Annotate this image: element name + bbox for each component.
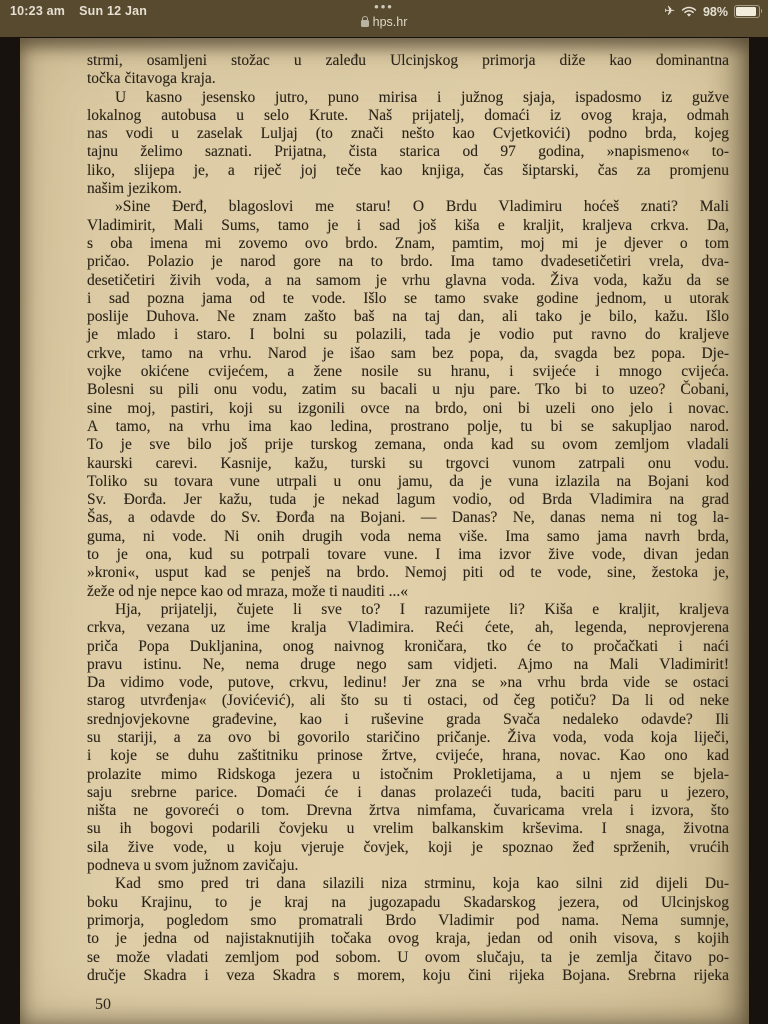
text-line: to je jedna od najistaknutijih točaka ovog kraja, jedan od onih visova, s kojih	[87, 930, 729, 948]
text-line: »Sine Đerđ, blagoslovi me staru! O Brdu Vladimiru hoćeš znati? Mali	[115, 198, 729, 216]
text-line: liko, slijepa je, a riječ joj teče kao knjiga, čas šiptarski, čas za promjenu	[87, 161, 729, 179]
battery-fill	[736, 7, 756, 16]
text-line: i koje se duhu zaštitniku prinose žrtve, cvijeće, hrana, novac. Kao ono kad	[87, 747, 729, 765]
text-line: priča Popa Dukljanina, onog naivnog kroničara, tko će to pročačkati i naći	[87, 637, 729, 655]
text-line: To je sve bilo još prije turskog zemana, onda kad su ovom zemljom vladali	[87, 436, 729, 454]
text-line: je mlado i staro. I bolni su polazili, tada je vodio put ravno do kraljeve	[87, 326, 729, 344]
text-line: boku Krajinu, to je kraj na jugozapadu Skadarskog jezera, od Ulcinjskog	[87, 893, 729, 911]
text-line: Šas, a odavde do Sv. Đorđa na Bojani. — Danas? Ne, danas nema ni tog la-	[87, 509, 729, 527]
text-line: nas vodi u zaselak Luljaj (to znači nešto kao Cvjetkovići) podno brda, kojeg	[87, 125, 729, 143]
text-line: Vladimirit, Mali Sums, tamo je i sad još kiša e kraljit, kraljeva crkva. Da,	[87, 216, 729, 234]
airplane-mode-icon: ✈	[664, 4, 675, 19]
text-line: Sv. Đorđa. Jer kažu, tuda je nekad lagum vodio, od Brda Vladimira na grad	[87, 491, 729, 509]
page-text-block	[87, 52, 729, 985]
address-bar[interactable]	[361, 15, 408, 29]
text-line: crkva, vezana uz ime kralja Vladimira. Reći ćete, ah, legenda, neprovjerena	[87, 619, 729, 637]
text-line: pravu istinu. Ne, nema druge nego sam vidjeti. Ajmo na Mali Vladimirit!	[87, 655, 729, 673]
text-line: U kasno jesensko jutro, puno mirisa i južnog sjaja, ispadosmo iz gužve	[115, 88, 729, 106]
text-line: starog utvrđenja« (Jovićević), ali što su ti ostaci, od čeg potiču? Da li od neke	[87, 692, 729, 710]
clock-time: 10:23 am	[10, 4, 66, 18]
text-line: crkve, tamo na vrhu. Narod je išao sam bez popa, da, svagda bez popa. Dje-	[87, 344, 729, 362]
status-bar	[0, 0, 768, 37]
text-line: Hja, prijatelji, čujete li sve to? I razumijete li? Kiša e kraljit, kraljeva	[115, 600, 729, 618]
text-line: vojke okićene cvijećem, a žene nosile su hranu, i svijeće i mnogo cvijeća.	[87, 363, 729, 381]
text-line: žeže od nje nepce kao od mraza, može ti nauditi ...«	[87, 582, 409, 600]
text-line: kaurski carevi. Kasnije, kažu, turski su trgovci vunom zatrpali onu vodu.	[87, 454, 729, 472]
text-line: lokalnog autobusa u selo Krute. Naš prijatelj, domaći iz ovog kraja, odmah	[87, 106, 729, 124]
wifi-icon	[681, 6, 697, 18]
text-line: ništa ne govoreći o tom. Drevna žrtva nimfama, čuvaricama vrela i izvora, što	[87, 802, 729, 820]
text-line: desetičetiri živih voda, a na samom je vrhu glavna voda. Živa voda, kažu da se	[87, 271, 729, 289]
clock-date: Sun 12 Jan	[79, 4, 148, 18]
text-line: strmi, osamljeni stožac u zaleđu Ulcinjskog primorja diže kao dominantna	[87, 52, 729, 69]
text-line: pričao. Polazio je narod gore na to brdo. Ima tamo dvadesetičetiri vrela, dva-	[87, 253, 729, 271]
text-line: i sad pozna jama od te vode. Išlo se tamo svake godine jednom, u utorak	[87, 289, 729, 307]
multitasking-dots[interactable]: •••	[374, 0, 394, 14]
status-center	[0, 0, 768, 29]
text-line: Da vidimo vode, putove, crkvu, ledinu! Jer zna se »na vrhu brda vide se ostaci	[87, 674, 729, 692]
battery-icon	[734, 5, 760, 18]
text-line: A tamo, na vrhu ima kao ledina, prostrano polje, tu bi se sakupljao narod.	[87, 417, 729, 435]
text-line: podneva u svom južnom zavičaju.	[87, 857, 299, 875]
text-line: tajnu želimo saznati. Prijatna, čista starica od 97 godina, »napismeno« to-	[87, 143, 729, 161]
text-line: sine moj, pastiri, koji su izgonili ovce na brdo, oni bi uzeli ono jelo i novac.	[87, 399, 729, 417]
text-line: guma, ni vode. Ni onih drugih voda nema više. Ima samo jama navrh brda,	[87, 527, 729, 545]
battery-percent: 98%	[702, 4, 728, 19]
text-line: našim jezikom.	[87, 180, 182, 198]
text-line: se može vladati zemljom pod sobom. U ovom slučaju, ta je zemlja čitavo po-	[87, 948, 729, 966]
text-line: »kroni«, usput kad se penješ na brdo. Nemoj piti od te vode, sine, žestoka je,	[87, 564, 729, 582]
text-line: Kad smo pred tri dana silazili niza strminu, koja kao silni zid dijeli Du-	[115, 875, 729, 893]
text-line: to je ona, kud su potrpali tovare vune. I ima izvor žive vode, divan jedan	[87, 546, 729, 564]
text-line: s oba imena mi zovemo ovo brdo. Znam, pamtim, moj mi je djever o tom	[87, 234, 729, 252]
scanned-book-page	[20, 38, 749, 1024]
text-line: Toliko su tovara vune utrpali u onu jamu, da je vuna izlazila na Bojani kod	[87, 472, 729, 490]
text-line: srednjovjekovne građevine, kao i ruševine grada Svača nedaleko odavde? Ili	[87, 710, 729, 728]
text-line: primorja, pogledom smo promatrali Brdo Vladimir pod nama. Nema sumnje,	[87, 911, 729, 929]
page-number: 50	[95, 996, 111, 1013]
text-line: su ih bogovi podarili čovjeku u vrelim balkanskim krševima. I snaga, životna	[87, 820, 729, 838]
lock-icon	[361, 20, 369, 27]
text-line: saju srebrne parice. Domaći će i danas prolazeći tuda, baciti paru u jezero,	[87, 783, 729, 801]
text-line: Bolesni su pili onu vodu, zatim su bacali u nju pare. Tko bi to uzeo? Čobani,	[87, 381, 729, 399]
text-line: dručje Skadra i veza Skadra s morem, koju čini rijeka Bojana. Srebrna rijeka	[87, 966, 729, 984]
text-line: su stariji, a za ovo bi govorilo staričino pričanje. Živa voda, voda koja liječi,	[87, 728, 729, 746]
text-line: točka čitavoga kraja.	[87, 70, 216, 88]
text-line: prolazite mimo Ridskoga jezera u istočnim Prokletijama, a u njem se bjela-	[87, 765, 729, 783]
text-line: poslije Duhova. Ne znam zašto baš na taj dan, ali tako je bilo, kažu. Išlo	[87, 308, 729, 326]
site-url[interactable]: hps.hr	[372, 15, 408, 29]
status-right	[664, 4, 760, 19]
text-line: sila žive vode, u koju vjeruje čovjek, koji je spoznao žeđ sprženih, vrućih	[87, 838, 729, 856]
